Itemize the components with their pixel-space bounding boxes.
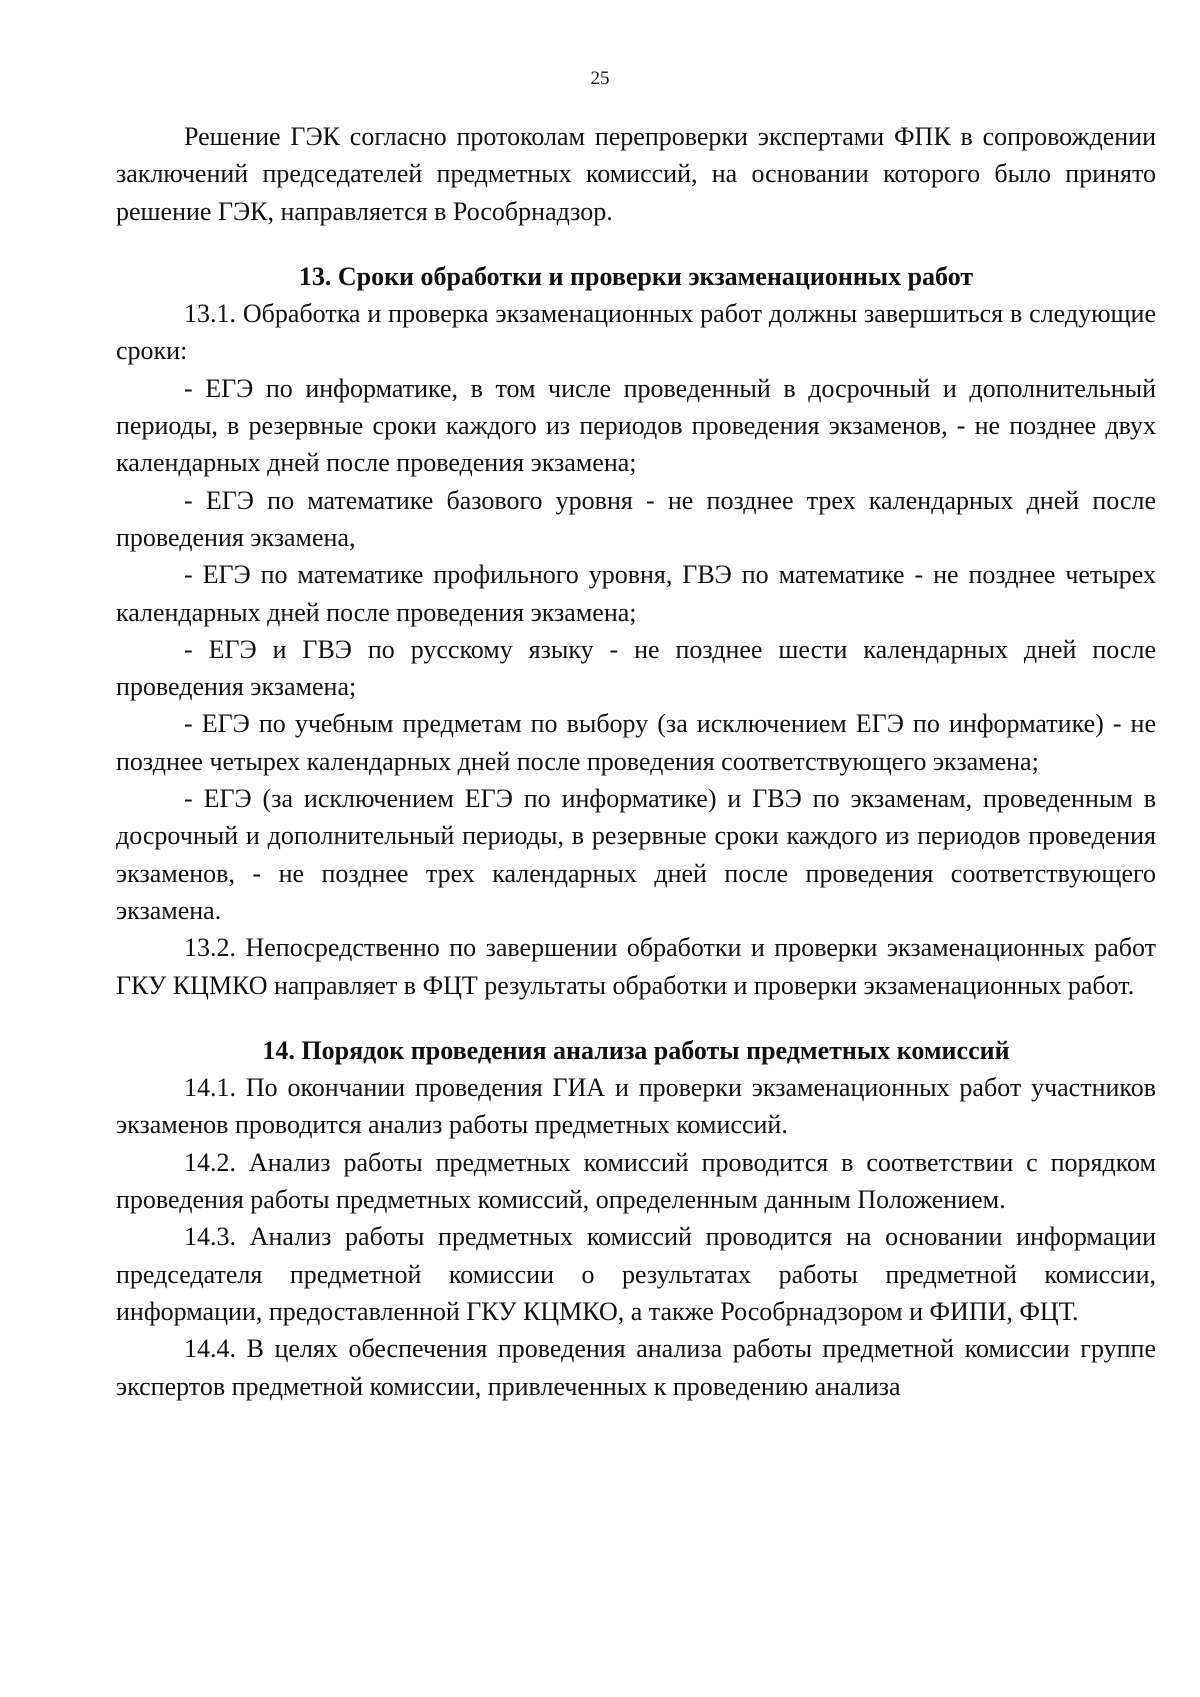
- deadline-item-informatics: - ЕГЭ по информатике, в том числе проведенный в досрочный и дополнительный периоды, в резервные сроки каждого из периодов проведения экзаменов, - не позднее двух календарных дней после проведения экзамена;: [116, 373, 1156, 478]
- document-body: [116, 118, 1156, 1405]
- paragraph-14-3: 14.3. Анализ работы предметных комиссий проводится на основании информации председателя предметной комиссии о результатах работы предметной комиссии, информации, предоставленной ГКУ КЦМКО, а также Рособрнадзором и ФИПИ, ФЦТ.: [116, 1222, 1156, 1326]
- deadline-item-math-profile: - ЕГЭ по математике профильного уровня, ГВЭ по математике - не позднее четырех календарных дней после проведения экзамена;: [116, 560, 1156, 627]
- section-14-heading: 14. Порядок проведения анализа работы предметных комиссий: [262, 1035, 1010, 1065]
- deadline-item-math-basic: - ЕГЭ по математике базового уровня - не позднее трех календарных дней после проведения экзамена,: [116, 485, 1156, 552]
- deadline-item-russian: - ЕГЭ и ГВЭ по русскому языку - не позднее шести календарных дней после проведения экзамена;: [116, 634, 1156, 702]
- paragraph-13-1: 13.1. Обработка и проверка экзаменационных работ должны завершиться в следующие сроки:: [116, 299, 1156, 366]
- page-number: 25: [590, 68, 610, 89]
- paragraph-14-1: 14.1. По окончании проведения ГИА и проверки экзаменационных работ участников экзаменов проводится анализ работы предметных комиссий.: [116, 1073, 1156, 1140]
- paragraph-14-4: 14.4. В целях обеспечения проведения анализа работы предметной комиссии группе экспертов предметной комиссии, привлеченных к проведению анализа: [116, 1334, 1156, 1401]
- deadline-item-early-additional: - ЕГЭ (за исключением ЕГЭ по информатике) и ГВЭ по экзаменам, проведенным в досрочный и дополнительный периоды, в резервные сроки каждого из периодов проведения экзаменов, - не позднее трех календарных дней после проведения соответствующего экзамена.: [116, 784, 1156, 925]
- intro-paragraph: Решение ГЭК согласно протоколам перепроверки экспертами ФПК в сопровождении заключений председателей предметных комиссий, на основании которого было принято решение ГЭК, направляется в Рособрнадзор.: [116, 122, 1156, 226]
- paragraph-14-2: 14.2. Анализ работы предметных комиссий проводится в соответствии с порядком проведения работы предметных комиссий, определенным данным Положением.: [116, 1147, 1156, 1215]
- section-13-heading: 13. Сроки обработки и проверки экзаменационных работ: [298, 261, 974, 291]
- deadline-item-elective: - ЕГЭ по учебным предметам по выбору (за исключением ЕГЭ по информатике) - не позднее четырех календарных дней после проведения соответствующего экзамена;: [116, 709, 1156, 776]
- paragraph-13-2: 13.2. Непосредственно по завершении обработки и проверки экзаменационных работ ГКУ КЦМКО направляет в ФЦТ результаты обработки и проверки экзаменационных работ.: [116, 933, 1156, 1000]
